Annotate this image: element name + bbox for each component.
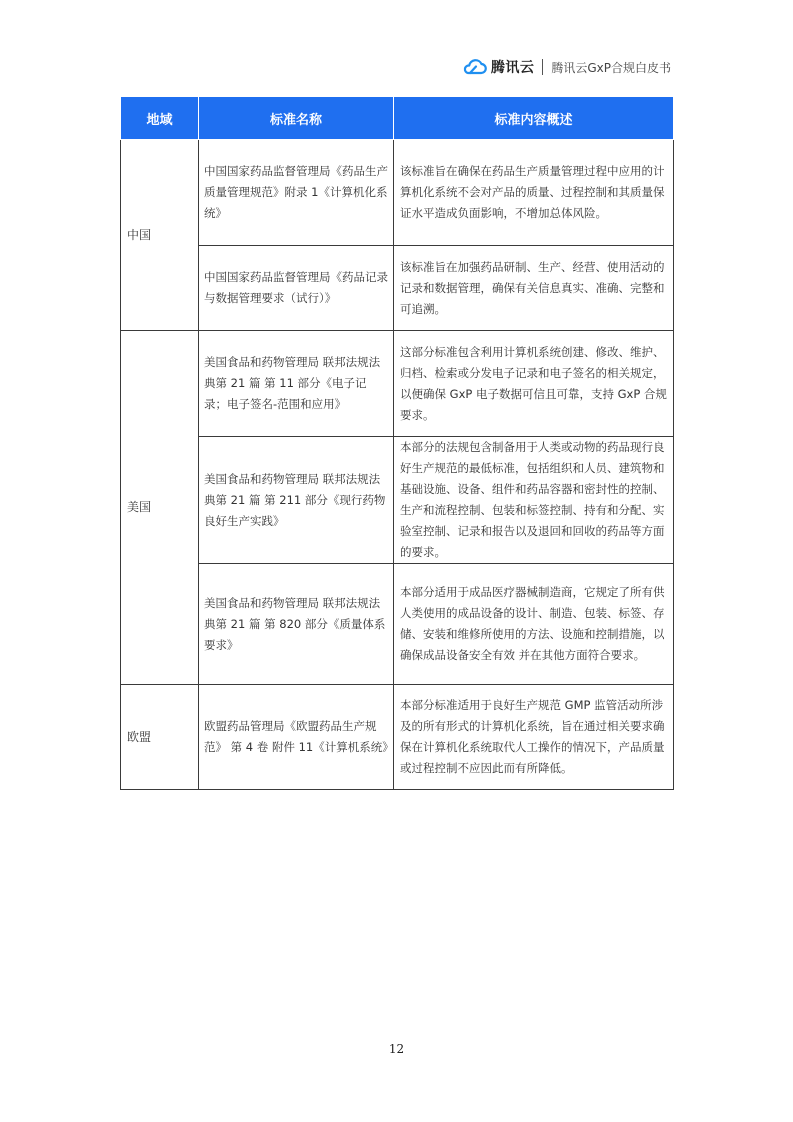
standard-name-cell: 美国食品和药物管理局 联邦法规法典第 21 篇 第 211 部分《现行药物良好生产实践》 [199, 437, 394, 564]
standard-name-cell: 中国国家药品监督管理局《药品生产质量管理规范》附录 1《计算机化系统》 [199, 140, 394, 246]
region-cell-china: 中国 [121, 140, 199, 331]
region-cell-eu: 欧盟 [121, 685, 199, 790]
page-number: 12 [388, 1042, 405, 1056]
table-row [121, 331, 674, 437]
brand-name: 腾讯云 [490, 60, 535, 76]
table-row [121, 564, 674, 685]
standard-name-cell: 美国食品和药物管理局 联邦法规法典第 21 篇 第 11 部分《电子记录；电子签名-范围和应用》 [199, 331, 394, 437]
standards-table [120, 96, 674, 790]
column-header-content-summary: 标准内容概述 [394, 97, 674, 140]
standard-summary-cell: 本部分适用于成品医疗器械制造商，它规定了所有供人类使用的成品设备的设计、制造、包装、标签、存储、安装和维修所使用的方法、设施和控制措施，以确保成品设备安全有效 并在其他方面符合要求。 [394, 564, 674, 685]
column-header-standard-name: 标准名称 [199, 97, 394, 140]
table-row [121, 140, 674, 246]
standard-summary-cell: 该标准旨在确保在药品生产质量管理过程中应用的计算机化系统不会对产品的质量、过程控制和其质量保证水平造成负面影响，不增加总体风险。 [394, 140, 674, 246]
standard-name-cell: 中国国家药品监督管理局《药品记录与数据管理要求（试行）》 [199, 246, 394, 331]
standard-summary-cell: 该标准旨在加强药品研制、生产、经营、使用活动的记录和数据管理，确保有关信息真实、准确、完整和可追溯。 [394, 246, 674, 331]
column-header-region: 地域 [121, 97, 199, 140]
standard-summary-cell: 本部分的法规包含制备用于人类或动物的药品现行良好生产规范的最低标准，包括组织和人员、建筑物和基础设施、设备、组件和药品容器和密封性的控制、生产和流程控制、包装和标签控制、持有和分配、实验室控制、记录和报告以及退回和回收的药品等方面的要求。 [394, 437, 674, 564]
table-row [121, 437, 674, 564]
standard-name-cell: 欧盟药品管理局《欧盟药品生产规范》 第 4 卷 附件 11《计算机系统》 [199, 685, 394, 790]
header-divider [542, 59, 543, 75]
table-row [121, 246, 674, 331]
table-header-row [121, 97, 674, 140]
standard-name-cell: 美国食品和药物管理局 联邦法规法典第 21 篇 第 820 部分《质量体系要求》 [199, 564, 394, 685]
table-row [121, 685, 674, 790]
standard-summary-cell: 这部分标准包含利用计算机系统创建、修改、维护、归档、检索或分发电子记录和电子签名的相关规定，以便确保 GxP 电子数据可信且可靠，支持 GxP 合规要求。 [394, 331, 674, 437]
document-title: 腾讯云GxP合规白皮书 [551, 60, 671, 75]
cloud-logo-icon [461, 58, 487, 76]
region-cell-usa: 美国 [121, 331, 199, 685]
page-header [461, 56, 671, 78]
standard-summary-cell: 本部分标准适用于良好生产规范 GMP 监管活动所涉及的所有形式的计算机化系统，旨在通过相关要求确保在计算机化系统取代人工操作的情况下，产品质量或过程控制不应因此而有所降低。 [394, 685, 674, 790]
